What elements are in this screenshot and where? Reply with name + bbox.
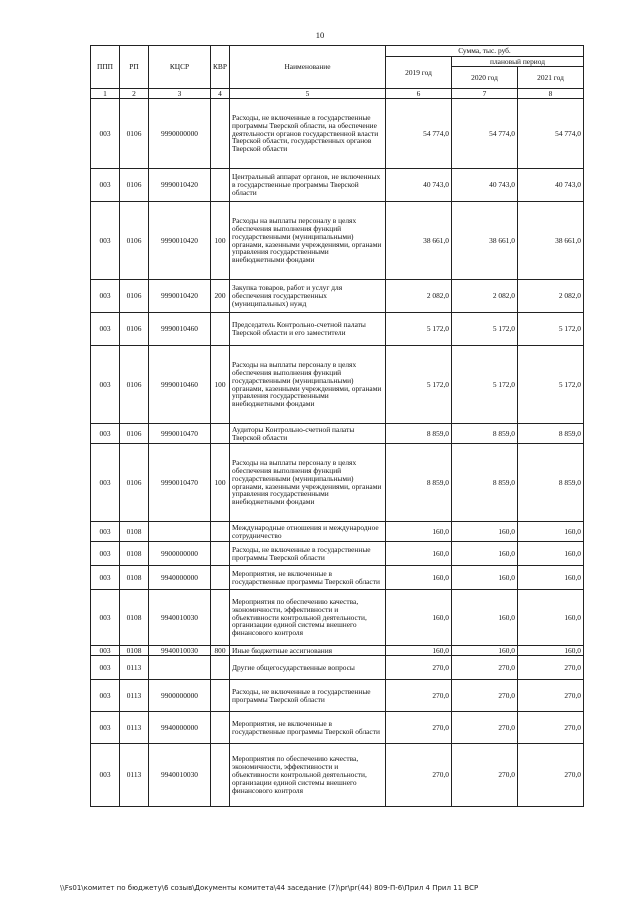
table-row bbox=[91, 566, 584, 590]
cell-ppp: 003 bbox=[91, 99, 120, 169]
table-row bbox=[91, 522, 584, 542]
table-row bbox=[91, 313, 584, 346]
table-row bbox=[91, 646, 584, 656]
cell-name: Международные отношения и международное сотрудничество bbox=[230, 522, 386, 542]
cell-kvr bbox=[211, 590, 230, 646]
cell-rp: 0106 bbox=[120, 424, 149, 444]
cell-y2021: 160,0 bbox=[518, 542, 584, 566]
cell-y2020: 270,0 bbox=[452, 680, 518, 712]
cell-kcsr: 9900000000 bbox=[149, 680, 211, 712]
cell-kcsr: 9990010470 bbox=[149, 444, 211, 522]
cell-y2019: 270,0 bbox=[386, 744, 452, 807]
table-row bbox=[91, 444, 584, 522]
header-2020: 2020 год bbox=[452, 67, 518, 89]
cell-y2020: 270,0 bbox=[452, 712, 518, 744]
column-number: 8 bbox=[518, 89, 584, 99]
cell-name: Расходы, не включенные в государственные программы Тверской области, на обеспечение деятельности органов государственной власти Тверской области, государственных органов Тверской области bbox=[230, 99, 386, 169]
table-row bbox=[91, 169, 584, 202]
table-row bbox=[91, 590, 584, 646]
column-number: 3 bbox=[149, 89, 211, 99]
table-row bbox=[91, 680, 584, 712]
cell-ppp: 003 bbox=[91, 313, 120, 346]
header-ppp: ППП bbox=[91, 46, 120, 89]
cell-y2020: 38 661,0 bbox=[452, 202, 518, 280]
cell-name: Расходы на выплаты персоналу в целях обеспечения выполнения функций государственными (муниципальными) органами, казенными учреждениями, органами управления государственными внебюджетными фондами bbox=[230, 346, 386, 424]
cell-y2021: 270,0 bbox=[518, 712, 584, 744]
cell-y2019: 2 082,0 bbox=[386, 280, 452, 313]
cell-kvr bbox=[211, 712, 230, 744]
cell-y2019: 160,0 bbox=[386, 542, 452, 566]
cell-y2021: 2 082,0 bbox=[518, 280, 584, 313]
cell-rp: 0108 bbox=[120, 522, 149, 542]
cell-ppp: 003 bbox=[91, 656, 120, 680]
column-number: 6 bbox=[386, 89, 452, 99]
cell-y2021: 8 859,0 bbox=[518, 444, 584, 522]
cell-y2020: 160,0 bbox=[452, 590, 518, 646]
header-kcsr: КЦСР bbox=[149, 46, 211, 89]
cell-y2020: 8 859,0 bbox=[452, 424, 518, 444]
header-2019: 2019 год bbox=[386, 57, 452, 89]
cell-kcsr: 9990010420 bbox=[149, 169, 211, 202]
table-row bbox=[91, 346, 584, 424]
cell-rp: 0108 bbox=[120, 566, 149, 590]
cell-rp: 0108 bbox=[120, 542, 149, 566]
cell-y2021: 160,0 bbox=[518, 646, 584, 656]
cell-kcsr: 9940000000 bbox=[149, 566, 211, 590]
cell-y2021: 160,0 bbox=[518, 590, 584, 646]
cell-kcsr: 9940010030 bbox=[149, 646, 211, 656]
cell-name: Расходы на выплаты персоналу в целях обеспечения выполнения функций государственными (муниципальными) органами, казенными учреждениями, органами управления государственными внебюджетными фондами bbox=[230, 444, 386, 522]
cell-y2019: 270,0 bbox=[386, 712, 452, 744]
cell-kcsr: 9990010460 bbox=[149, 313, 211, 346]
cell-kvr bbox=[211, 313, 230, 346]
cell-kcsr: 9990000000 bbox=[149, 99, 211, 169]
cell-y2021: 8 859,0 bbox=[518, 424, 584, 444]
cell-y2020: 8 859,0 bbox=[452, 444, 518, 522]
cell-y2020: 54 774,0 bbox=[452, 99, 518, 169]
column-number: 2 bbox=[120, 89, 149, 99]
cell-kvr bbox=[211, 680, 230, 712]
cell-y2019: 40 743,0 bbox=[386, 169, 452, 202]
cell-ppp: 003 bbox=[91, 280, 120, 313]
cell-ppp: 003 bbox=[91, 346, 120, 424]
cell-kvr bbox=[211, 744, 230, 807]
cell-ppp: 003 bbox=[91, 522, 120, 542]
header-sum: Сумма, тыс. руб. bbox=[386, 46, 584, 57]
cell-name: Председатель Контрольно-счетной палаты Тверской области и его заместители bbox=[230, 313, 386, 346]
cell-y2019: 5 172,0 bbox=[386, 346, 452, 424]
cell-rp: 0108 bbox=[120, 646, 149, 656]
cell-y2020: 2 082,0 bbox=[452, 280, 518, 313]
cell-y2019: 5 172,0 bbox=[386, 313, 452, 346]
cell-name: Расходы, не включенные в государственные программы Тверской области bbox=[230, 542, 386, 566]
cell-rp: 0106 bbox=[120, 313, 149, 346]
cell-name: Расходы, не включенные в государственные программы Тверской области bbox=[230, 680, 386, 712]
cell-y2019: 160,0 bbox=[386, 566, 452, 590]
cell-kvr bbox=[211, 566, 230, 590]
cell-y2020: 40 743,0 bbox=[452, 169, 518, 202]
cell-y2019: 8 859,0 bbox=[386, 424, 452, 444]
header-rp: РП bbox=[120, 46, 149, 89]
cell-y2019: 54 774,0 bbox=[386, 99, 452, 169]
cell-kvr bbox=[211, 169, 230, 202]
cell-y2019: 38 661,0 bbox=[386, 202, 452, 280]
cell-name: Мероприятия, не включенные в государственные программы Тверской области bbox=[230, 566, 386, 590]
cell-kcsr bbox=[149, 522, 211, 542]
cell-name: Мероприятия по обеспечению качества, экономичности, эффективности и объективности контрольной деятельности, организации единой системы внешнего финансового контроля bbox=[230, 744, 386, 807]
cell-y2021: 160,0 bbox=[518, 522, 584, 542]
cell-y2021: 54 774,0 bbox=[518, 99, 584, 169]
cell-y2020: 160,0 bbox=[452, 646, 518, 656]
cell-y2021: 40 743,0 bbox=[518, 169, 584, 202]
cell-ppp: 003 bbox=[91, 744, 120, 807]
cell-y2021: 270,0 bbox=[518, 680, 584, 712]
cell-y2020: 160,0 bbox=[452, 542, 518, 566]
page-number: 10 bbox=[315, 30, 325, 40]
column-number: 1 bbox=[91, 89, 120, 99]
table-row bbox=[91, 99, 584, 169]
cell-name: Мероприятия, не включенные в государственные программы Тверской области bbox=[230, 712, 386, 744]
cell-kvr bbox=[211, 522, 230, 542]
cell-kvr: 100 bbox=[211, 346, 230, 424]
cell-ppp: 003 bbox=[91, 590, 120, 646]
cell-kvr: 200 bbox=[211, 280, 230, 313]
header-name: Наименование bbox=[230, 46, 386, 89]
column-number-row bbox=[91, 89, 584, 99]
cell-kcsr: 9940000000 bbox=[149, 712, 211, 744]
cell-ppp: 003 bbox=[91, 712, 120, 744]
cell-kvr bbox=[211, 424, 230, 444]
table-row bbox=[91, 280, 584, 313]
cell-rp: 0106 bbox=[120, 202, 149, 280]
cell-ppp: 003 bbox=[91, 444, 120, 522]
cell-name: Центральный аппарат органов, не включенных в государственные программы Тверской области bbox=[230, 169, 386, 202]
column-number: 7 bbox=[452, 89, 518, 99]
cell-rp: 0113 bbox=[120, 680, 149, 712]
cell-kvr bbox=[211, 542, 230, 566]
cell-ppp: 003 bbox=[91, 646, 120, 656]
cell-rp: 0106 bbox=[120, 169, 149, 202]
cell-y2020: 270,0 bbox=[452, 656, 518, 680]
cell-kcsr: 9990010470 bbox=[149, 424, 211, 444]
table-row bbox=[91, 424, 584, 444]
table-row bbox=[91, 712, 584, 744]
cell-y2020: 5 172,0 bbox=[452, 346, 518, 424]
cell-y2021: 38 661,0 bbox=[518, 202, 584, 280]
cell-rp: 0106 bbox=[120, 444, 149, 522]
cell-kcsr bbox=[149, 656, 211, 680]
cell-ppp: 003 bbox=[91, 680, 120, 712]
cell-ppp: 003 bbox=[91, 424, 120, 444]
table-row bbox=[91, 656, 584, 680]
file-path-footer: \\Fs01\комитет по бюджету\6 созыв\Документы комитета\44 заседание (7)\pr\pr(44) 809-П-6\Прил 4 Прил 11 ВСР bbox=[60, 884, 479, 892]
cell-y2021: 160,0 bbox=[518, 566, 584, 590]
cell-ppp: 003 bbox=[91, 169, 120, 202]
header-2021: 2021 год bbox=[518, 67, 584, 89]
cell-rp: 0113 bbox=[120, 744, 149, 807]
budget-table bbox=[90, 45, 584, 807]
cell-y2021: 5 172,0 bbox=[518, 346, 584, 424]
cell-y2019: 8 859,0 bbox=[386, 444, 452, 522]
cell-kcsr: 9990010420 bbox=[149, 202, 211, 280]
cell-name: Мероприятия по обеспечению качества, экономичности, эффективности и объективности контрольной деятельности, организации единой системы внешнего финансового контроля bbox=[230, 590, 386, 646]
cell-kcsr: 9940010030 bbox=[149, 590, 211, 646]
cell-y2020: 270,0 bbox=[452, 744, 518, 807]
cell-y2021: 5 172,0 bbox=[518, 313, 584, 346]
header-plan-period: плановый период bbox=[452, 57, 584, 67]
cell-ppp: 003 bbox=[91, 202, 120, 280]
cell-kvr: 100 bbox=[211, 444, 230, 522]
cell-y2021: 270,0 bbox=[518, 656, 584, 680]
cell-y2020: 5 172,0 bbox=[452, 313, 518, 346]
cell-name: Аудиторы Контрольно-счетной палаты Тверской области bbox=[230, 424, 386, 444]
cell-ppp: 003 bbox=[91, 542, 120, 566]
cell-y2020: 160,0 bbox=[452, 566, 518, 590]
cell-y2019: 160,0 bbox=[386, 522, 452, 542]
cell-rp: 0113 bbox=[120, 712, 149, 744]
table-row bbox=[91, 744, 584, 807]
cell-rp: 0106 bbox=[120, 280, 149, 313]
cell-y2021: 270,0 bbox=[518, 744, 584, 807]
column-number: 4 bbox=[211, 89, 230, 99]
cell-name: Иные бюджетные ассигнования bbox=[230, 646, 386, 656]
cell-kcsr: 9940010030 bbox=[149, 744, 211, 807]
cell-name: Расходы на выплаты персоналу в целях обеспечения выполнения функций государственными (муниципальными) органами, казенными учреждениями, органами управления государственными внебюджетными фондами bbox=[230, 202, 386, 280]
cell-kcsr: 9900000000 bbox=[149, 542, 211, 566]
cell-y2019: 160,0 bbox=[386, 646, 452, 656]
cell-y2019: 270,0 bbox=[386, 680, 452, 712]
table-row bbox=[91, 202, 584, 280]
cell-kvr bbox=[211, 99, 230, 169]
cell-y2019: 270,0 bbox=[386, 656, 452, 680]
cell-name: Закупка товаров, работ и услуг для обеспечения государственных (муниципальных) нужд bbox=[230, 280, 386, 313]
table-row bbox=[91, 542, 584, 566]
cell-kcsr: 9990010420 bbox=[149, 280, 211, 313]
cell-rp: 0113 bbox=[120, 656, 149, 680]
cell-name: Другие общегосударственные вопросы bbox=[230, 656, 386, 680]
cell-y2019: 160,0 bbox=[386, 590, 452, 646]
cell-y2020: 160,0 bbox=[452, 522, 518, 542]
cell-rp: 0108 bbox=[120, 590, 149, 646]
cell-kcsr: 9990010460 bbox=[149, 346, 211, 424]
cell-ppp: 003 bbox=[91, 566, 120, 590]
column-number: 5 bbox=[230, 89, 386, 99]
cell-kvr: 100 bbox=[211, 202, 230, 280]
cell-kvr bbox=[211, 656, 230, 680]
cell-kvr: 800 bbox=[211, 646, 230, 656]
header-kvr: КВР bbox=[211, 46, 230, 89]
cell-rp: 0106 bbox=[120, 99, 149, 169]
cell-rp: 0106 bbox=[120, 346, 149, 424]
